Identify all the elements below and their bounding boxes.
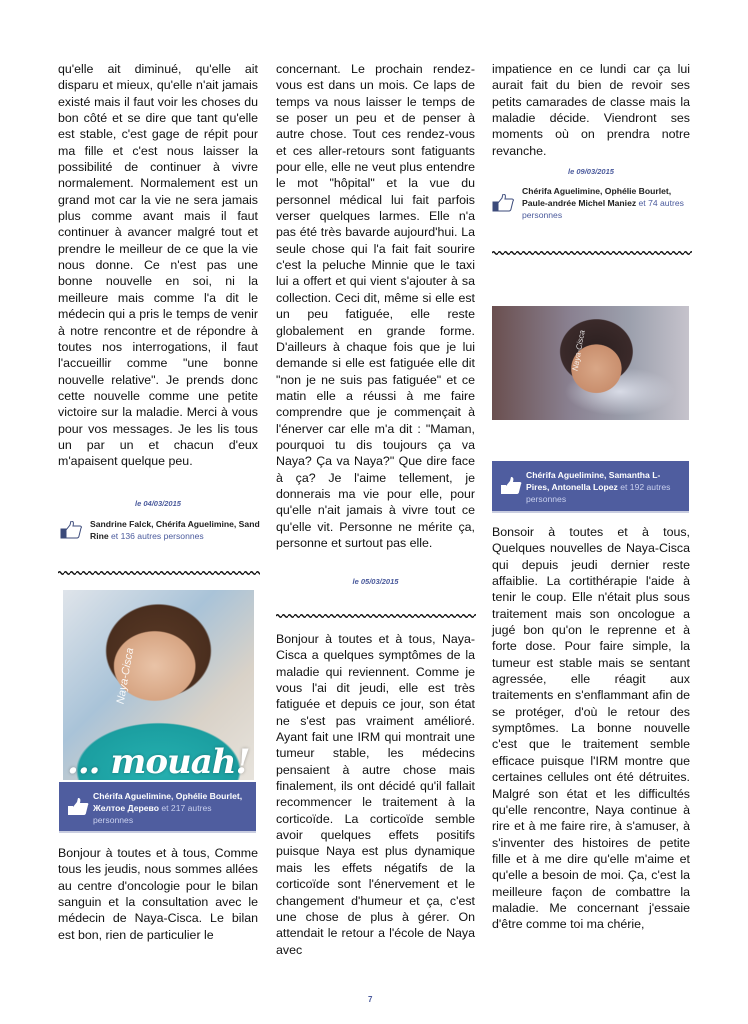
photo-likes-box	[492, 461, 689, 513]
thumbs-up-icon	[492, 194, 514, 212]
article-paragraph: Bonjour à toutes et à tous, Naya-Cisca a quelques symptômes de la maladie qui reviennent. Comme je vous l'ai dit jeudi, elle est très fatiguée et depuis ce jour, son état ne s'est pas vraiment amélioré. Ayant fait une IRM qui montrait une tumeur stable, les médecins pensaient à autre chose mais finalement, ils ont décidé qu'il fallait recommencer le traitement à la corticoïde. La corticoïde semble avoir quelques effets positifs puisque Naya est plus dynamique mais les effets négatifs de la corticoïde sont l'énervement et le changement d'humeur et ça, c'est une chose de plus à gérer. On attendait le retour a l'école de Naya avec	[276, 632, 475, 957]
likes-block	[490, 185, 695, 221]
likers-names: Chérifa Aguelimine, Ophélie Bourlet, Paule-andrée Michel Maniez	[522, 186, 672, 208]
photo-watermark: Naya-Cisca	[570, 329, 587, 372]
likers-more: et 136 autres personnes	[111, 531, 204, 541]
likers-more: et 74 autres personnes	[522, 198, 684, 220]
likers-names: Chérifa Aguelimine, Samantha L-Pires, Antonella Lopez	[526, 470, 661, 492]
photo-child-bath	[492, 306, 689, 420]
page-number: 7	[368, 995, 373, 1004]
wavy-divider	[276, 612, 476, 620]
article-paragraph: Bonjour à toutes et à tous, Comme tous les jeudis, nous sommes allées au centre d'oncologie pour le bilan sanguin et la consultation avec le médecin de Naya-Cisca. Le bilan est bon, rien de particulier le	[58, 846, 258, 942]
article-paragraph: qu'elle ait diminué, qu'elle ait disparu et mieux, qu'elle n'ait jamais existé mais il faut voir les choses du bon côté et se dire que tant qu'elle est stable, c'est gage de répit pour ma fille et c'est nous laisser la possibilité de continuer à vivre normalement. Normalement est un grand mot car la vie ne sera jamais plus comme avant mais il faut continuer à avancer malgré tout et prendre le meilleur de ce que la vie nous donne. Ce n'est pas une bonne nouvelle en soi, ni la meilleure mais comme l'a dit le médecin qui a pris le temps de venir à notre rencontre et de répondre à toutes nos interrogations, il faut l'accueillir comme "une bonne nouvelle relative". Je prends donc cette nouvelle comme une petite victoire sur la maladie. Merci à vous pour vos messages. Je les lis tous un par un et chacun d'eux m'apaisent quelque peu.	[58, 62, 258, 469]
likers-names: Chérifa Aguelimine, Ophélie Bourlet, Желтое Дерево	[93, 791, 243, 813]
photo-caption: ... mouah!	[67, 742, 250, 780]
photo-child-kiss	[63, 590, 254, 780]
likers-names: Sandrine Falck, Chérifa Aguelimine, Sand Rine	[90, 519, 260, 541]
likes-block	[58, 518, 263, 542]
post-date: le 04/03/2015	[135, 499, 181, 508]
likers-more: et 217 autres personnes	[93, 803, 212, 825]
post-date: le 05/03/2015	[352, 577, 399, 586]
article-paragraph: impatience en ce lundi car ça lui aurait fait du bien de revoir ses petits camarades de classe mais la maladie décide. Viendront ses moments où on prendra notre revanche.	[492, 62, 690, 158]
wavy-divider	[492, 249, 692, 257]
wavy-divider	[58, 569, 260, 577]
thumbs-up-icon	[67, 798, 89, 816]
photo-watermark: Naya-Cisca	[114, 646, 137, 706]
photo-likes-box	[59, 782, 256, 833]
article-paragraph: Bonsoir à toutes et à tous, Quelques nouvelles de Naya-Cisca qui depuis jeudi dernier reste affaiblie. La cortithérapie l'aide à tenir le coup. Elle n'était plus sous traitement mais son oncologue a jugé bon qu'on le reprenne et à forte dose. Pour faire simple, la tumeur est stable mais se sentant agressée, elle réagit aux traitements en s'enflammant afin de se protéger, d'où le retour des symptômes. La bonne nouvelle c'est que le traitement semble efficace puisque l'IRM montre que certaines cellules ont été détruites. Malgré son état et les difficultés qu'elle rencontre, Naya continue à rire et à me faire rire, à s'amuser, à s'inventer des histoires de petite fille et à me dire qu'elle m'aime et qu'elle a besoin de moi. Ça, c'est la meilleure façon de combattre la maladie. Me concernant j'essaie d'être comme toi ma chérie,	[492, 525, 690, 932]
post-date: le 09/03/2015	[568, 167, 614, 176]
article-paragraph: concernant. Le prochain rendez-vous est dans un mois. Ce laps de temps va nous laisser le temps de se poser un peu et de penser à autre chose. Tout ces rendez-vous et ces aller-retours sont fatiguants pour elle, elle ne veut plus entendre le mot "hôpital" et la vue du personnel médical lui fait parfois verser quelques larmes. Elle n'a pas été très bavarde aujourd'hui. La seule chose qui l'a fait fait sourire c'est la peluche Minnie que le taxi lui a offert et qui vient s'ajouter à sa collection. Ceci dit, même si elle est un peu fatiguée, elle reste globalement en grande forme. D'ailleurs à chaque fois que je lui demande si elle est fatiguée elle dit "non je ne suis pas fatiguée" et ce matin elle a réussi à me faire comprendre que je commençait à l'énerver car elle m'a dit : "Maman, pourquoi tu dis toujours ça va Naya? Ça va Naya?" Que dire face à ça? Je l'aime tellement, je donnerais ma vie pour elle, pour qu'elle n'ait jamais à vivre tout ce qu'elle vit. Personne ne mérite ça, personne et surtout pas elle.	[276, 62, 475, 550]
thumbs-up-icon	[500, 477, 522, 495]
thumbs-up-icon	[60, 521, 82, 539]
likers-more: et 192 autres personnes	[526, 482, 671, 504]
